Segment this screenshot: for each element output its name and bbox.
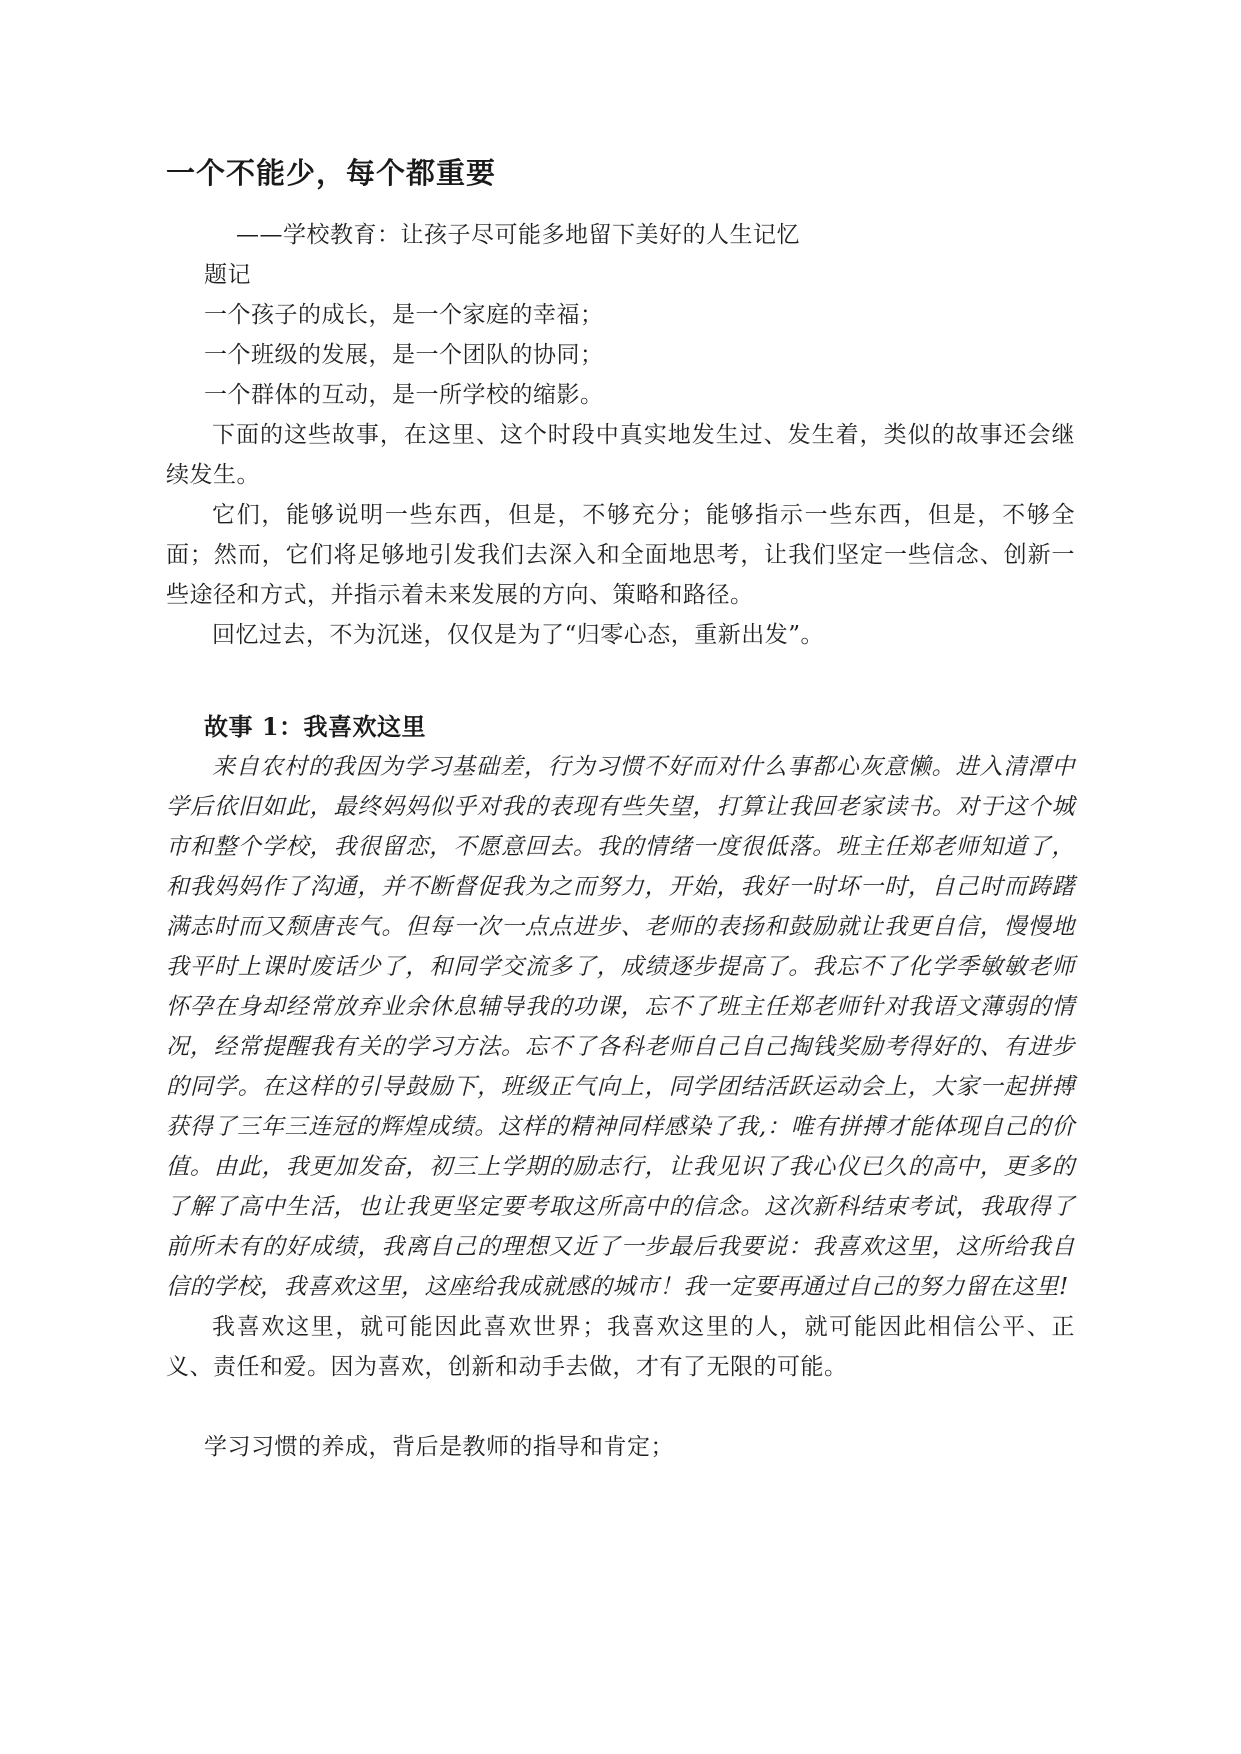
epigraph-line-2: 一个班级的发展，是一个团队的协同； (204, 342, 604, 369)
document-title: 一个不能少，每个都重要 (166, 156, 497, 190)
story1-takeaway: 学习习惯的养成，背后是教师的指导和肯定； (204, 1434, 674, 1461)
epigraph-label: 题记 (204, 262, 251, 289)
epigraph-line-3: 一个群体的互动，是一所学校的缩影。 (204, 382, 604, 409)
story1-heading: 故事 1：我喜欢这里 (204, 712, 427, 742)
intro-paragraph-3: 回忆过去，不为沉迷，仅仅是为了“归零心态，重新出发”。 (212, 622, 825, 649)
story1-narrative: 来自农村的我因为学习基础差，行为习惯不好而对什么事都心灰意懒。进入清潭中学后依旧如此，最终妈妈似乎对我的表现有些失望，打算让我回老家读书。对于这个城市和整个学校，我很留恋，不愿意回去。我的情绪一度很低落。班主任郑老师知道了，和我妈妈作了沟通，并不断督促我为之而努力，开始，我好一时坏一时，自己时而踌躇满志时而又颓唐丧气。但每一次一点点进步、老师的表扬和鼓励就让我更自信，慢慢地我平时上课时废话少了，和同学交流多了，成绩逐步提高了。我忘不了化学季敏敏老师怀孕在身却经常放弃业余休息辅导我的功课，忘不了班主任郑老师针对我语文薄弱的情况，经常提醒我有关的学习方法。忘不了各科老师自己自己掏钱奖励考得好的、有进步的同学。在这样的引导鼓励下，班级正气向上，同学团结活跃运动会上，大家一起拼搏获得了三年三连冠的辉煌成绩。这样的精神同样感染了我,：唯有拼搏才能体现自己的价值。由此，我更加发奋，初三上学期的励志行，让我见识了我心仪已久的高中，更多的了解了高中生活，也让我更坚定要考取这所高中的信念。这次新科结束考试，我取得了前所未有的好成绩，我离自己的理想又近了一步最后我要说：我喜欢这里，这所给我自信的学校，我喜欢这里，这座给我成就感的城市！我一定要再通过自己的努力留在这里! (166, 754, 1075, 1301)
epigraph-line-1: 一个孩子的成长，是一个家庭的幸福； (204, 302, 604, 329)
document-subtitle: ——学校教育：让孩子尽可能多地留下美好的人生记忆 (236, 222, 800, 249)
intro-paragraph-1: 下面的这些故事，在这里、这个时段中真实地发生过、发生着，类似的故事还会继续发生。 (166, 422, 1075, 489)
story1-reflection: 我喜欢这里，就可能因此喜欢世界；我喜欢这里的人，就可能因此相信公平、正义、责任和爱。因为喜欢，创新和动手去做，才有了无限的可能。 (166, 1314, 1075, 1381)
intro-paragraph-2: 它们，能够说明一些东西，但是，不够充分；能够指示一些东西，但是，不够全面；然而，它们将足够地引发我们去深入和全面地思考，让我们坚定一些信念、创新一些途径和方式，并指示着未来发展的方向、策略和路径。 (166, 502, 1075, 609)
